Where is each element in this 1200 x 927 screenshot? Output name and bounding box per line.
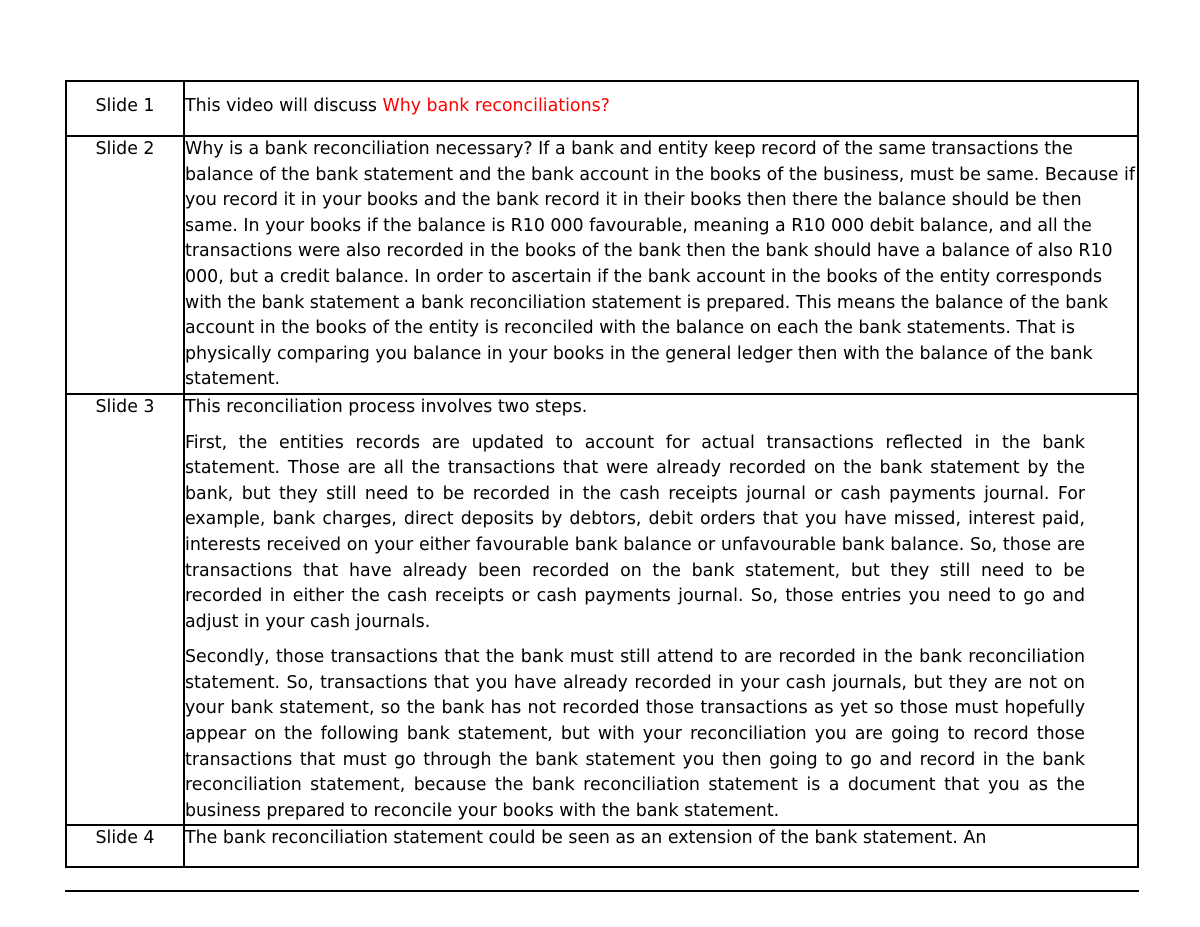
slide-number: Slide 1 — [66, 81, 184, 136]
narration-lead: This video will discuss — [185, 96, 383, 116]
slide-transcript-table — [65, 80, 1139, 868]
slide-narration — [184, 81, 1138, 136]
narration-paragraph: The bank reconciliation statement could be seen as an extension of the bank statement. An — [185, 828, 987, 849]
slide-number: Slide 4 — [66, 825, 184, 867]
table-row — [66, 825, 1138, 867]
narration-paragraph: Why is a bank reconciliation necessary? If a bank and entity keep record of the same transactions the balance of the bank statement and the bank account in the books of the business, must be same. Because if you record it in your books and the bank record it in their books then there the balance should be then same. In your books if the balance is R10 000 favourable, meaning a R10 000 debit balance, and all the transactions were also recorded in the books of the bank then the bank should have a balance of also R10 000, but a credit balance. In order to ascertain if the bank account in the books of the entity corresponds with the bank statement a bank reconciliation statement is prepared. This means the balance of the bank account in the books of the entity is reconciled with the balance on each the bank statements. That is physically comparing you balance in your books in the general ledger then with the balance of the bank statement. — [185, 139, 1135, 390]
slide-narration — [184, 825, 1138, 867]
slide-number: Slide 2 — [66, 136, 184, 394]
narration-paragraph: First, the entities records are updated to account for actual transactions reflected in the bank statement. Those are all the transactions that were already recorded on the bank statement by the bank, but they still need to be recorded in the cash receipts journal or cash payments journal. For example, bank charges, direct deposits by debtors, debit orders that you have missed, interest paid, interests received on your either favourable bank balance or unfavourable bank balance. So, those are transactions that have already been recorded on the bank statement, but they still need to be recorded in either the cash receipts or cash payments journal. So, those entries you need to go and adjust in your cash journals. — [185, 432, 1085, 632]
narration-paragraph: Secondly, those transactions that the bank must still attend to are recorded in the bank reconciliation statement. So, transactions that you have already recorded in your cash journals, but they are not on your bank statement, so the bank has not recorded those transactions as yet so those must hopefully appear on the following bank statement, but with your reconciliation you are going to record those transactions that must go through the bank statement you then going to go and record in the bank reconciliation statement, because the bank reconciliation statement is a document that you as the business prepared to reconcile your books with the bank statement. — [185, 647, 1085, 821]
table-row — [66, 81, 1138, 136]
slide-narration — [184, 136, 1138, 394]
narration-highlight: Why bank reconciliations? — [382, 96, 610, 116]
slide-number: Slide 3 — [66, 394, 184, 826]
table-row — [66, 394, 1138, 826]
table-row — [66, 136, 1138, 394]
slide-narration — [184, 394, 1138, 826]
narration-paragraph: This reconciliation process involves two steps. — [185, 396, 588, 417]
transcript-page — [65, 80, 1139, 892]
